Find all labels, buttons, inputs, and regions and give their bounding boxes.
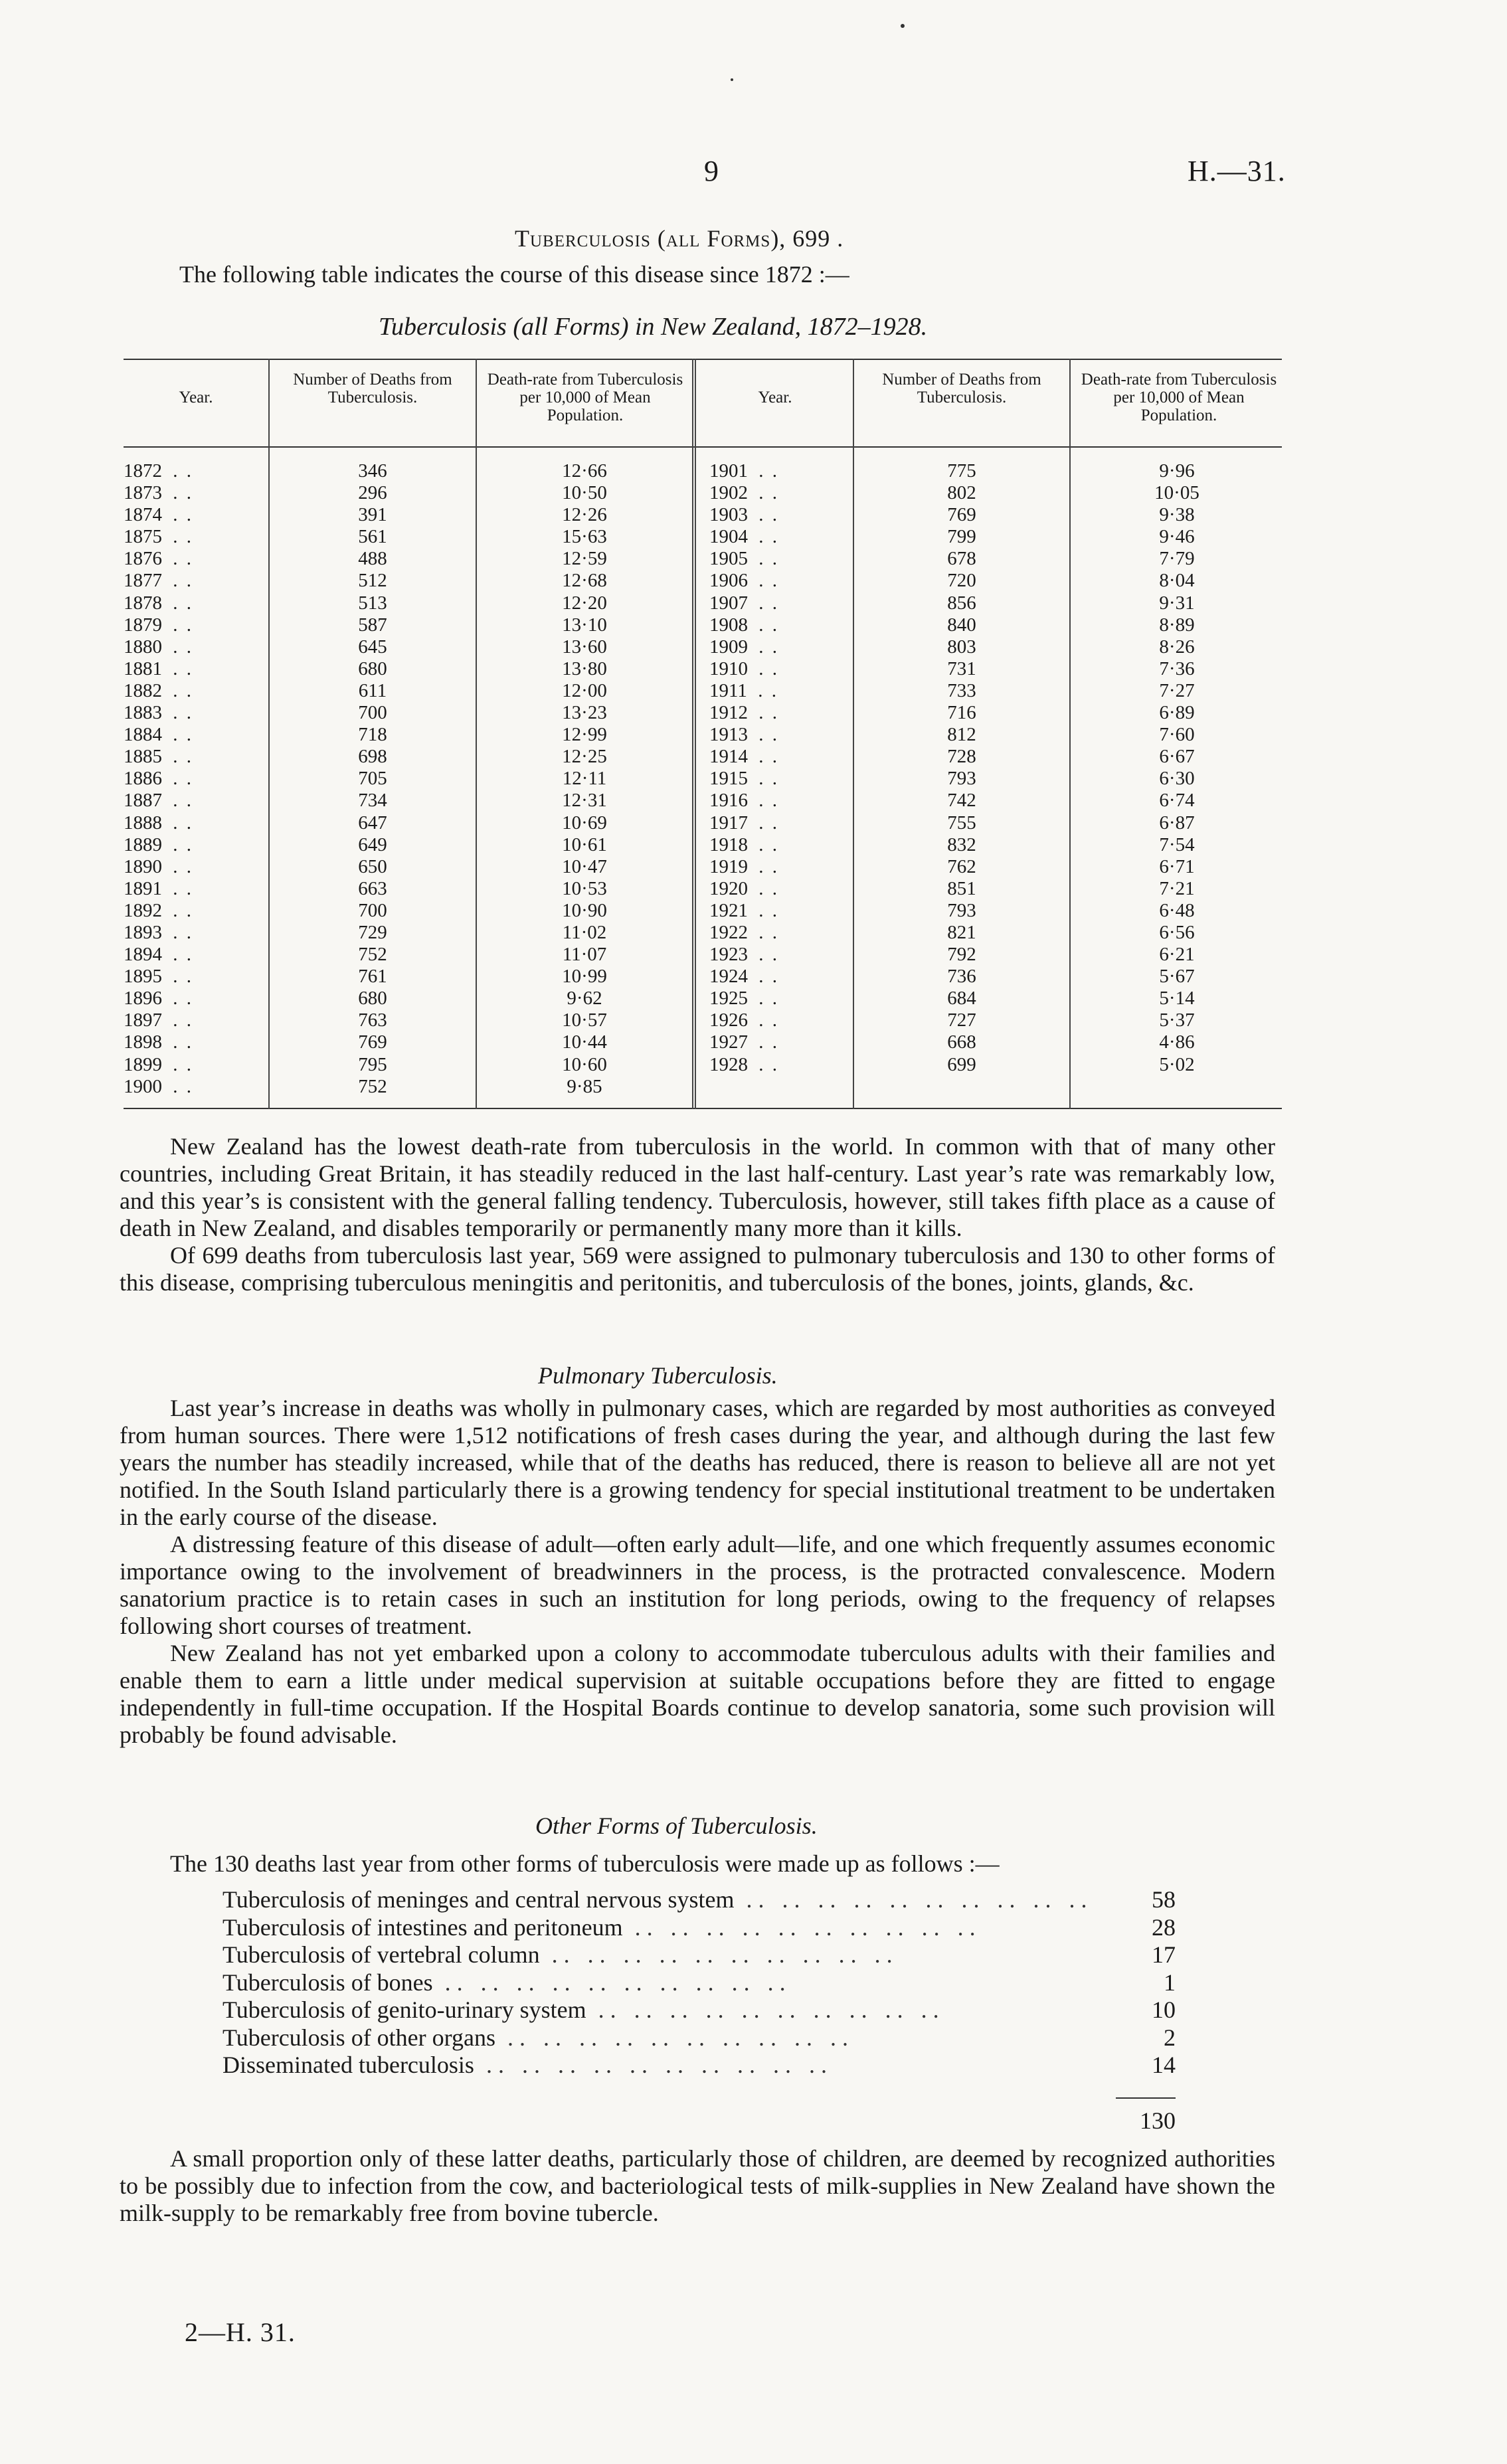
table-cell: 1918 . . <box>709 834 851 856</box>
table-cell: 1900 . . <box>124 1076 266 1098</box>
table-cell: 718 <box>358 724 387 746</box>
table-cell: 5·02 <box>1159 1053 1195 1075</box>
left-rates-column <box>478 460 691 1098</box>
table-cell: 851 <box>947 877 976 899</box>
table-cell: 12·25 <box>562 746 607 768</box>
table-cell: 488 <box>358 548 387 570</box>
table-cell: 1881 . . <box>124 658 266 680</box>
table-cell: 12·68 <box>562 570 607 592</box>
table-cell: 12·11 <box>562 768 607 790</box>
table-cell: 1910 . . <box>709 658 851 680</box>
table-cell: 11·07 <box>562 944 607 966</box>
footer-reference: 2—H. 31. <box>185 2317 296 2347</box>
paragraph: Of 699 deaths from tuberculosis last year, 569 were assigned to pulmonary tuberculosis and 130 to other forms of this disease, comprising tuberculous meningitis and peritonitis, and tuberculosis of the bones, joints, glands, &c. <box>120 1242 1275 1296</box>
table-cell: 1901 . . <box>709 460 851 482</box>
list-item <box>222 1941 1176 1969</box>
other-forms-list <box>222 1886 1176 2079</box>
table-cell: 1902 . . <box>709 482 851 504</box>
table-cell: 9·96 <box>1159 460 1195 482</box>
list-item-value: 28 <box>1152 1913 1176 1941</box>
table-cell: 1873 . . <box>124 482 266 504</box>
table-cell: 1924 . . <box>709 966 851 988</box>
table-cell: 1886 . . <box>124 768 266 790</box>
list-item-value: 17 <box>1152 1941 1176 1968</box>
table-cell: 1877 . . <box>124 570 266 592</box>
table-cell: 9·62 <box>567 988 602 1010</box>
table-cell: 11·02 <box>562 921 607 943</box>
table-cell: 7·60 <box>1159 724 1195 746</box>
document-reference: H.—31. <box>1188 155 1286 187</box>
paragraph: The 130 deaths last year from other forms of tuberculosis were made up as follows :— <box>170 1850 1000 1877</box>
table-cell: 1896 . . <box>124 988 266 1010</box>
table-cell: 9·31 <box>1159 592 1195 614</box>
table-cell: 7·79 <box>1159 548 1195 570</box>
table-cell: 856 <box>947 592 976 614</box>
table-cell: 9·46 <box>1159 526 1195 548</box>
table-cell: 5·67 <box>1159 966 1195 988</box>
table-cell: 795 <box>358 1053 387 1075</box>
table-cell: 649 <box>358 834 387 855</box>
table-cell: 10·69 <box>562 812 607 834</box>
list-item <box>222 1969 1176 1997</box>
table-cell: 736 <box>947 966 976 988</box>
table-cell: 700 <box>358 899 387 921</box>
table-cell: 8·89 <box>1159 614 1195 636</box>
table-cell: 1883 . . <box>124 702 266 724</box>
paragraph-block-a <box>120 1133 1275 1296</box>
table-cell: 9·85 <box>567 1075 602 1097</box>
table-cell: 12·26 <box>562 504 607 526</box>
table-cell: 705 <box>358 768 387 790</box>
table-cell: 12·20 <box>562 592 607 614</box>
table-cell: 650 <box>358 855 387 877</box>
table-cell: 821 <box>947 921 976 943</box>
table-cell: 7·54 <box>1159 834 1195 855</box>
table-cell: 680 <box>358 988 387 1010</box>
table-cell: 729 <box>358 921 387 943</box>
subheading-other-forms: Other Forms of Tuberculosis. <box>535 1812 818 1839</box>
table-cell: 611 <box>358 679 387 701</box>
table-cell: 10·90 <box>562 899 607 921</box>
table-cell: 296 <box>358 482 387 504</box>
column-divider-double <box>692 359 696 1109</box>
table-cell: 6·74 <box>1159 790 1195 812</box>
header-rate-right: Death-rate from Tuberculosis per 10,000 of Mean Population. <box>1081 371 1277 424</box>
table-cell: 1921 . . <box>709 900 851 922</box>
table-cell: 12·31 <box>562 790 607 812</box>
list-item-value: 58 <box>1152 1886 1176 1913</box>
table-cell: 1905 . . <box>709 548 851 570</box>
table-cell: 793 <box>947 899 976 921</box>
table-cell: 1899 . . <box>124 1054 266 1076</box>
table-cell: 10·57 <box>562 1010 607 1031</box>
table-cell: 1928 . . <box>709 1054 851 1076</box>
table-cell: 8·26 <box>1159 636 1195 658</box>
table-cell: 761 <box>358 966 387 988</box>
table-cell: 7·36 <box>1159 658 1195 679</box>
column-divider <box>268 359 270 1109</box>
table-cell: 769 <box>947 504 976 526</box>
list-item <box>222 2024 1176 2052</box>
list-item-label: Tuberculosis of bones . . <box>222 1969 1089 1997</box>
table-cell: 1894 . . <box>124 944 266 966</box>
table-cell: 6·48 <box>1159 899 1195 921</box>
table-cell: 752 <box>358 944 387 966</box>
table-cell: 1927 . . <box>709 1031 851 1053</box>
list-item <box>222 2052 1176 2079</box>
list-item <box>222 1886 1176 1914</box>
table-cell: 1906 . . <box>709 570 851 592</box>
table-cell: 727 <box>947 1010 976 1031</box>
table-cell: 7·21 <box>1159 877 1195 899</box>
table-cell: 1912 . . <box>709 702 851 724</box>
header-year-right: Year. <box>758 389 792 406</box>
table-cell: 775 <box>947 460 976 482</box>
table-cell: 647 <box>358 812 387 834</box>
table-cell: 1897 . . <box>124 1010 266 1031</box>
left-deaths-column <box>271 460 474 1098</box>
table-cell: 762 <box>947 855 976 877</box>
column-divider <box>476 359 477 1109</box>
table-cell: 792 <box>947 944 976 966</box>
paragraph: A small proportion only of these latter deaths, particularly those of children, are deemed by recognized authorities to be possibly due to infection from the cow, and bacteriological tests of milk-supplies in New Zealand have shown the milk-supply to be remarkably free from bovine tubercle. <box>120 2145 1275 2226</box>
header-deaths-left: Number of Deaths from Tuberculosis. <box>293 371 452 406</box>
table-cell: 13·80 <box>562 658 607 679</box>
table-cell: 755 <box>947 812 976 834</box>
table-cell: 1880 . . <box>124 636 266 658</box>
paragraph: New Zealand has the lowest death-rate from tuberculosis in the world. In common with that of many other countries, including Great Britain, it has steadily reduced in the last half-century. Last year’s rate was remarkably low, and this year’s is consistent with the general falling tendency. Tuberculosis, however, still takes fifth place as a cause of death in New Zealand, and disables temporarily or permanently many more than it kills. <box>120 1133 1275 1241</box>
table-cell: 12·00 <box>562 679 607 701</box>
other-forms-total: 130 <box>1140 2107 1176 2134</box>
table-cell: 6·71 <box>1159 855 1195 877</box>
paragraph: A distressing feature of this disease of adult—often early adult—life, and one which frequently assumes economic importance owing to the involvement of breadwinners in the process, is the protracted convalescence. Modern sanatorium practice is to retain cases in such an institution for long periods, owing to the frequency of relapses following short courses of treatment. <box>120 1531 1275 1639</box>
subheading-pulmonary: Pulmonary Tuberculosis. <box>538 1362 778 1389</box>
table-cell: 668 <box>947 1031 976 1053</box>
table-cell: 799 <box>947 526 976 548</box>
table-cell: 1892 . . <box>124 900 266 922</box>
table-cell: 700 <box>358 702 387 724</box>
page-number: 9 <box>704 155 719 187</box>
table-cell: 9·38 <box>1159 504 1195 526</box>
table-cell: 802 <box>947 482 976 504</box>
list-item <box>222 1996 1176 2024</box>
table-cell: 12·59 <box>562 548 607 570</box>
table-cell: 1884 . . <box>124 724 266 746</box>
table-cell: 1909 . . <box>709 636 851 658</box>
table-cell: 10·60 <box>562 1053 607 1075</box>
table-cell: 1872 . . <box>124 460 266 482</box>
table-cell: 1919 . . <box>709 856 851 878</box>
table-cell: 513 <box>358 592 387 614</box>
header-year-left: Year. <box>179 389 213 406</box>
table-cell: 840 <box>947 614 976 636</box>
table-cell: 731 <box>947 658 976 679</box>
table-cell: 1888 . . <box>124 812 266 834</box>
table-cell: 391 <box>358 504 387 526</box>
table-cell: 698 <box>358 746 387 768</box>
table-cell: 1925 . . <box>709 988 851 1010</box>
table-cell: 716 <box>947 702 976 724</box>
table-cell: 1879 . . <box>124 614 266 636</box>
table-cell: 512 <box>358 570 387 592</box>
table-cell: 1913 . . <box>709 724 851 746</box>
list-item-value: 2 <box>1164 2024 1176 2051</box>
other-intro <box>120 1850 1275 1878</box>
list-item-label: Tuberculosis of meninges and central nervous system . . <box>222 1886 1089 1914</box>
list-item <box>222 1914 1176 1942</box>
list-item-label: Tuberculosis of other organs . . <box>222 2024 1089 2052</box>
table-cell: 6·87 <box>1159 812 1195 834</box>
list-item-value: 10 <box>1152 1996 1176 2023</box>
table-cell: 699 <box>947 1053 976 1075</box>
table-cell: 10·05 <box>1154 482 1199 504</box>
table-cell: 10·50 <box>562 482 607 504</box>
table-cell: 1920 . . <box>709 878 851 900</box>
table-cell: 1898 . . <box>124 1031 266 1053</box>
table-cell: 1885 . . <box>124 746 266 768</box>
table-cell: 6·30 <box>1159 768 1195 790</box>
table-cell: 1907 . . <box>709 592 851 614</box>
table-cell: 5·14 <box>1159 988 1195 1010</box>
table-cell: 1923 . . <box>709 944 851 966</box>
table-cell: 1887 . . <box>124 790 266 812</box>
speck-mark <box>901 24 905 28</box>
table-cell: 1903 . . <box>709 504 851 526</box>
paragraph: New Zealand has not yet embarked upon a colony to accommodate tuberculous adults with their families and enable them to earn a little under medical supervision at suitable occupations before they are fitted to engage independently in full-time occupation. If the Hospital Boards continue to develop sanatoria, some such provision will probably be found advisable. <box>120 1640 1275 1748</box>
table-cell: 1908 . . <box>709 614 851 636</box>
table-cell: 812 <box>947 724 976 746</box>
table-cell: 6·56 <box>1159 921 1195 943</box>
table-cell: 1889 . . <box>124 834 266 856</box>
header-deaths-right: Number of Deaths from Tuberculosis. <box>882 371 1041 406</box>
list-item-value: 1 <box>1164 1969 1176 1996</box>
table-cell: 1904 . . <box>709 526 851 548</box>
table-header-rule <box>124 446 1282 448</box>
table-cell: 678 <box>947 548 976 570</box>
table-cell: 587 <box>358 614 387 636</box>
list-item-label: Tuberculosis of vertebral column . . <box>222 1941 1089 1969</box>
paragraph: Last year’s increase in deaths was wholly in pulmonary cases, which are regarded by most authorities as conveyed from human sources. There were 1,512 notifications of fresh cases during the year, and although during the last few years the number has steadily increased, while that of the deaths has reduced, there is reason to believe all are not yet notified. In the South Island particularly there is a growing tendency for special institutional treatment to be undertaken in the early course of the disease. <box>120 1395 1275 1530</box>
table-cell: 10·61 <box>562 834 607 855</box>
right-rates-column <box>1072 460 1282 1076</box>
table-cell: 1891 . . <box>124 878 266 900</box>
table-cell: 10·99 <box>562 966 607 988</box>
sum-rule <box>1116 2097 1176 2099</box>
column-divider <box>1069 359 1071 1109</box>
table-cell: 10·47 <box>562 855 607 877</box>
tuberculosis-table <box>124 359 1282 1109</box>
table-cell: 1911 . . <box>709 680 851 702</box>
table-cell: 13·23 <box>562 702 607 724</box>
table-cell: 1890 . . <box>124 856 266 878</box>
table-cell: 1878 . . <box>124 592 266 614</box>
list-item-label: Disseminated tuberculosis . . <box>222 2052 1089 2079</box>
table-cell: 1917 . . <box>709 812 851 834</box>
table-cell: 720 <box>947 570 976 592</box>
table-cell: 1893 . . <box>124 922 266 944</box>
table-cell: 7·27 <box>1159 679 1195 701</box>
table-cell: 15·63 <box>562 526 607 548</box>
table-cell: 4·86 <box>1159 1031 1195 1053</box>
speck-mark <box>731 78 733 81</box>
table-cell: 13·10 <box>562 614 607 636</box>
table-cell: 769 <box>358 1031 387 1053</box>
table-cell: 1915 . . <box>709 768 851 790</box>
table-cell: 763 <box>358 1010 387 1031</box>
table-cell: 12·99 <box>562 724 607 746</box>
column-divider <box>853 359 854 1109</box>
table-cell: 10·53 <box>562 877 607 899</box>
list-item-label: Tuberculosis of genito-urinary system . . <box>222 1996 1089 2024</box>
table-cell: 1875 . . <box>124 526 266 548</box>
header-rate-left: Death-rate from Tuberculosis per 10,000 of Mean Population. <box>487 371 683 424</box>
table-cell: 10·44 <box>562 1031 607 1053</box>
table-cell: 734 <box>358 790 387 812</box>
table-cell: 1914 . . <box>709 746 851 768</box>
table-cell: 793 <box>947 768 976 790</box>
table-cell: 8·04 <box>1159 570 1195 592</box>
left-years-column <box>124 460 266 1098</box>
table-cell: 1922 . . <box>709 922 851 944</box>
intro-text: The following table indicates the course of this disease since 1872 :— <box>179 261 849 288</box>
table-bottom-rule <box>124 1108 1282 1109</box>
section-heading: Tuberculosis (all Forms), 699 . <box>515 225 844 252</box>
table-cell: 803 <box>947 636 976 658</box>
table-top-rule <box>124 359 1282 360</box>
table-cell: 752 <box>358 1075 387 1097</box>
right-years-column <box>709 460 851 1076</box>
table-cell: 728 <box>947 746 976 768</box>
table-cell: 680 <box>358 658 387 679</box>
table-cell: 1926 . . <box>709 1010 851 1031</box>
table-cell: 346 <box>358 460 387 482</box>
table-cell: 645 <box>358 636 387 658</box>
table-cell: 561 <box>358 526 387 548</box>
table-cell: 733 <box>947 679 976 701</box>
table-cell: 1874 . . <box>124 504 266 526</box>
table-cell: 832 <box>947 834 976 855</box>
list-item-label: Tuberculosis of intestines and peritoneum . . <box>222 1914 1089 1942</box>
table-cell: 12·66 <box>562 460 607 482</box>
table-cell: 1895 . . <box>124 966 266 988</box>
paragraph-block-c <box>120 2145 1275 2227</box>
paragraph-block-b <box>120 1395 1275 1749</box>
right-deaths-column <box>855 460 1068 1076</box>
table-cell: 13·60 <box>562 636 607 658</box>
table-cell: 5·37 <box>1159 1010 1195 1031</box>
table-cell: 6·67 <box>1159 746 1195 768</box>
table-cell: 684 <box>947 988 976 1010</box>
table-title: Tuberculosis (all Forms) in New Zealand, 1872–1928. <box>379 313 928 341</box>
table-cell: 663 <box>358 877 387 899</box>
table-cell: 1916 . . <box>709 790 851 812</box>
list-item-value: 14 <box>1152 2052 1176 2078</box>
table-cell: 1882 . . <box>124 680 266 702</box>
table-cell: 1876 . . <box>124 548 266 570</box>
table-cell: 6·21 <box>1159 944 1195 966</box>
table-cell: 6·89 <box>1159 702 1195 724</box>
table-cell: 742 <box>947 790 976 812</box>
